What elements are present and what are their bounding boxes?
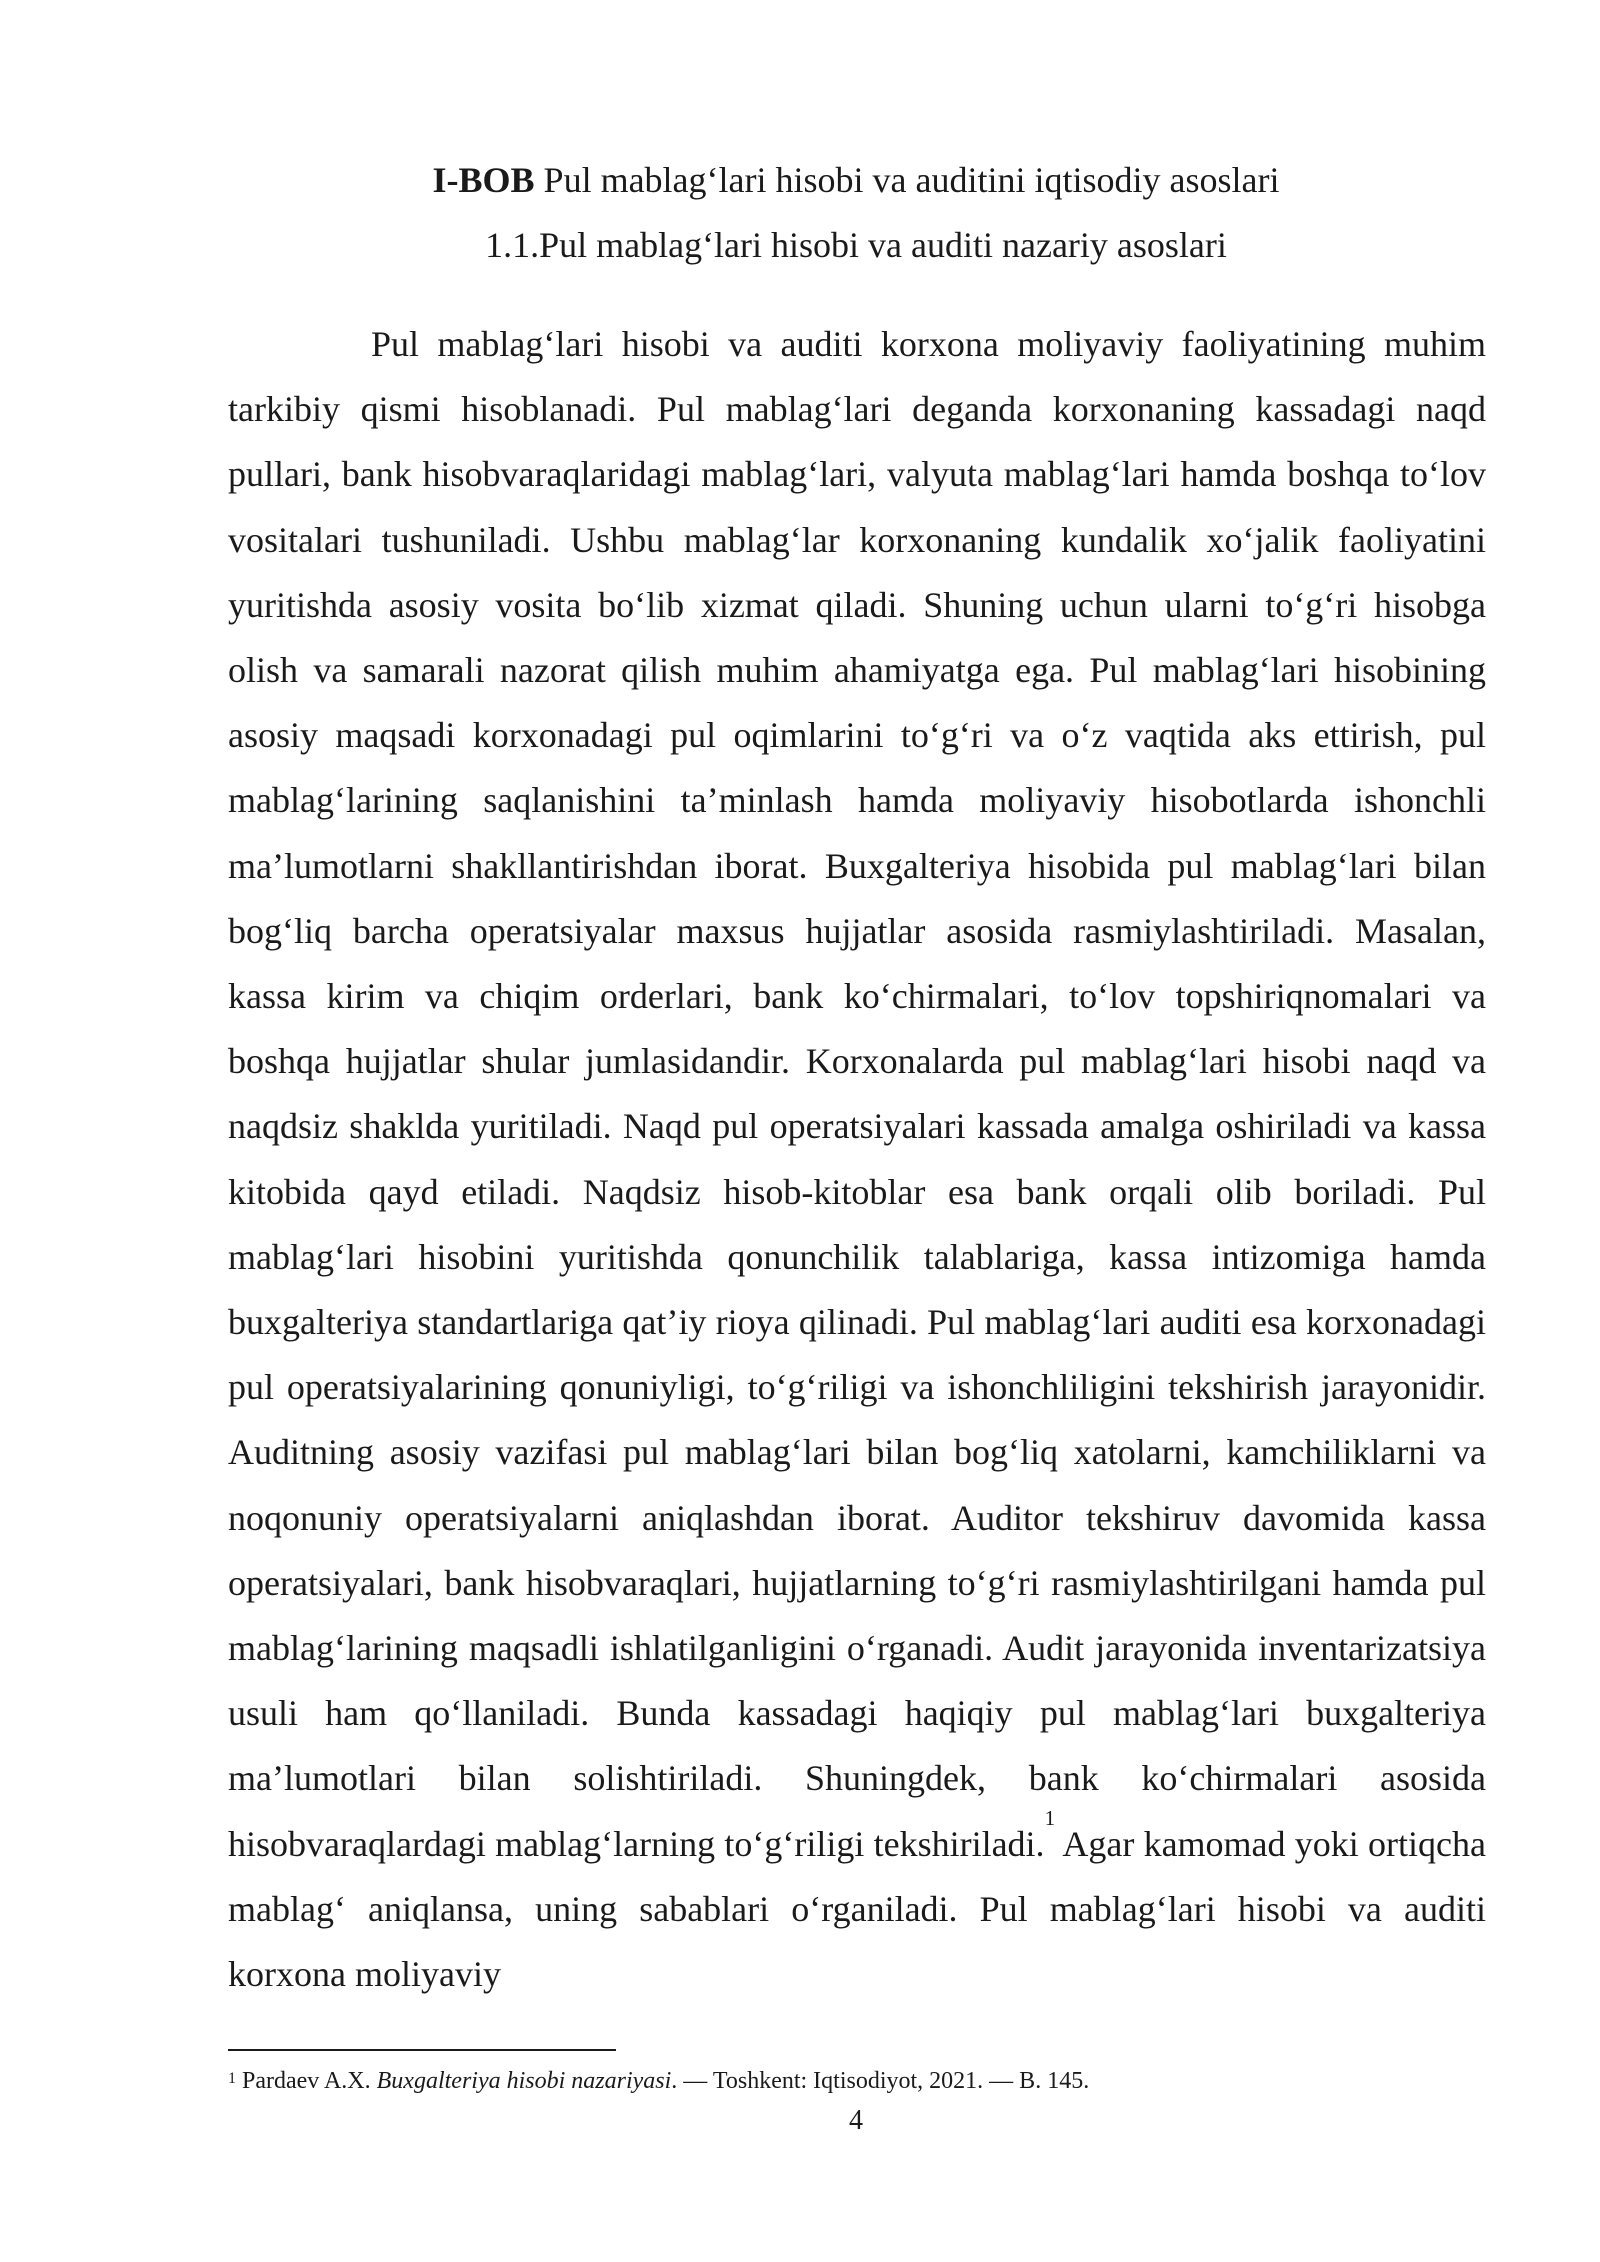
heading-block [228,148,1484,278]
paragraph-text-part2: Agar kamomad yoki ortiqcha mablag‘ aniqlansa, uning sabablari o‘rganiladi. Pul mablag‘lari hisobi va auditi korxona moliyaviy [228,1823,1487,1995]
page-number: 4 [849,2105,863,2136]
paragraph-text-part1: Pul mablag‘lari hisobi va auditi korxona moliyaviy faoliyatining muhim tarkibiy qismi hisoblanadi. Pul mablag‘lari deganda korxonaning kassadagi naqd pullari, bank hisobvaraqlaridagi mablag‘lari, valyuta mablag‘lari hamda boshqa to‘lov vositalari tushuniladi. Ushbu mablag‘lar korxonaning kundalik xo‘jalik faoliyatini yuritishda asosiy vosita bo‘lib xizmat qiladi. Shuning uchun ularni to‘g‘ri hisobga olish va samarali nazorat qilish muhim ahamiyatga ega. Pul mablag‘lari hisobining asosiy maqsadi korxonadagi pul oqimlarini to‘g‘ri va o‘z vaqtida aks ettirish, pul mablag‘larining saqlanishini ta’minlash hamda moliyaviy hisobotlarda ishonchli ma’lumotlarni shakllantirishdan iborat. Buxgalteriya hisobida pul mablag‘lari bilan bog‘liq barcha operatsiyalar maxsus hujjatlar asosida rasmiylashtiriladi. Masalan, kassa kirim va chiqim orderlari, bank ko‘chirmalari, to‘lov topshiriqnomalari va boshqa hujjatlar shular jumlasidandir. Korxonalarda pul mablag‘lari hisobi naqd va naqdsiz shaklda yuritiladi. Naqd pul operatsiyalari kassada amalga oshiriladi va kassa kitobida qayd etiladi. Naqdsiz hisob-kitoblar esa bank orqali olib boriladi. Pul mablag‘lari hisobini yuritishda qonunchilik talablariga, kassa intizomiga hamda buxgalteriya standartlariga qat’iy rioya qilinadi. Pul mablag‘lari auditi esa korxonadagi pul operatsiyalarining qonuniyligi, to‘g‘riligi va ishonchliligini tekshirish jarayonidir. Auditning asosiy vazifasi pul mablag‘lari bilan bog‘liq xatolarni, kamchiliklarni va noqonuniy operatsiyalarni aniqlashdan iborat. Auditor tekshiruv davomida kassa operatsiyalari, bank hisobvaraqlari, hujjatlarning to‘g‘ri rasmiylashtirilgani hamda pul mablag‘larining maqsadli ishlatilganligini o‘rganadi. Audit jarayonida inventarizatsiya usuli ham qo‘llaniladi. Bunda kassadagi haqiqiy pul mablag‘lari buxgalteriya ma’lumotlari bilan solishtiriladi. Shuningdek, bank ko‘chirmalari asosida hisobvaraqlardagi mablag‘larning to‘g‘riligi tekshiriladi. [228,324,1486,1864]
footnote-title: Buxgalteriya hisobi nazariyasi [376,2068,672,2094]
footnote-number: 1 [228,2070,236,2087]
footnote-publication: . — Toshkent: Iqtisodiyot, 2021. — B. 145. [671,2068,1090,2094]
chapter-heading [228,148,1484,213]
section-heading: 1.1.Pul mablag‘lari hisobi va auditi nazariy asoslari [485,225,1227,265]
footnote [228,2065,1486,2097]
chapter-title: Pul mablag‘lari hisobi va auditini iqtisodiy asoslari [534,160,1280,200]
body-paragraph [228,312,1486,2007]
footnote-author: Pardaev A.X. [236,2068,377,2094]
chapter-label: I-BOB [432,160,535,200]
footnote-separator [228,2049,616,2051]
footnote-reference[interactable]: 1 [1044,1805,1056,1830]
